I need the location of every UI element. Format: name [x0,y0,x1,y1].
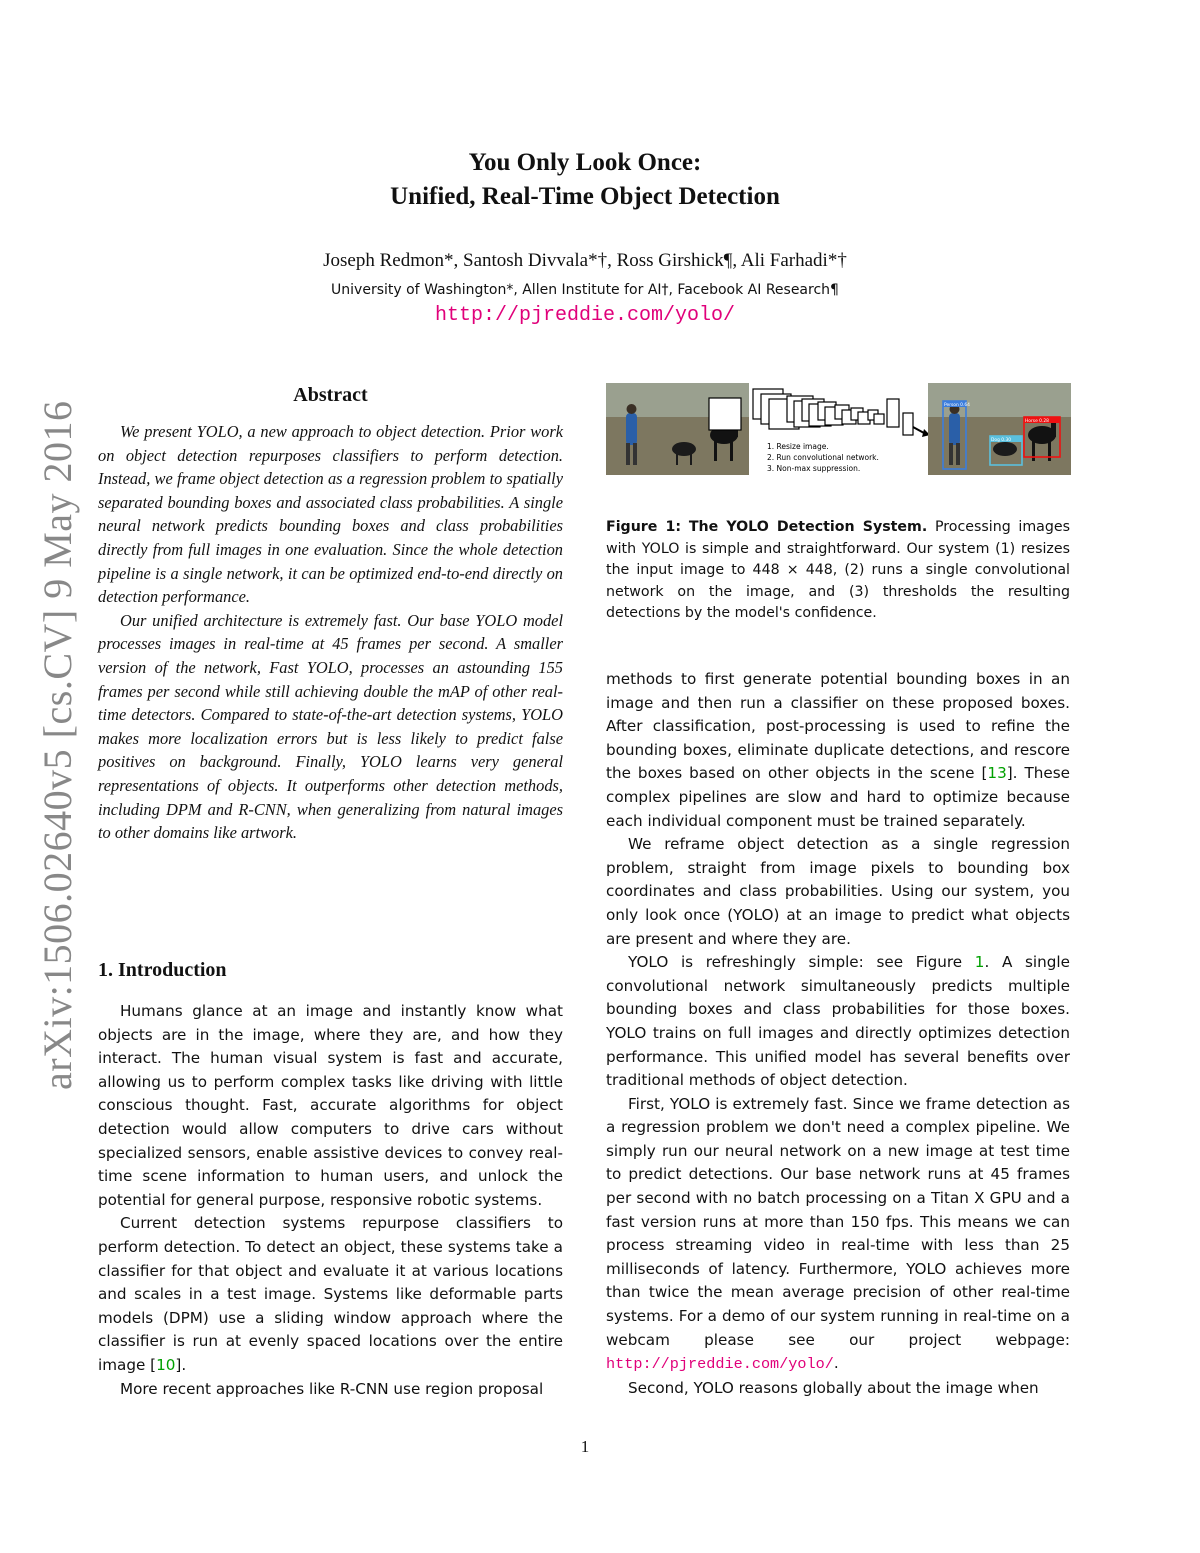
right-paragraph-1 [606,668,1070,833]
intro-paragraph-1: Humans glance at an image and instantly know what objects are in the image, where they are, and how they interact. The human visual system is fast and accurate, allowing us to perform complex tasks like driving with little conscious thought. Fast, accurate algorithms for object detection would allow computers to drive cars without specialized sensors, enable assistive devices to convey real-time scene information to human users, and unlock the potential for general purpose, responsive robotic systems. [98,1002,563,1209]
affiliation-list: University of Washington*, Allen Institute for AI†, Facebook AI Research¶ [331,282,839,298]
figure-reference-link[interactable]: 1 [974,953,985,972]
horse-label: Horse 0.28 [1025,419,1049,424]
caption-title: The YOLO Detection System. [688,519,928,535]
title-line-1: You Only Look Once: [468,149,702,176]
right-paragraph-4-text: First, YOLO is extremely fast. Since we frame detection as a regression problem we don't need a complex pipeline. We simply run our neural network on a new image at test time to predict detections. Our base network runs at 45 frames per second with no batch processing on a Titan X GPU and a fast version runs at more than 150 fps. This means we can process streaming video in real-time with less than 25 milliseconds of latency. Furthermore, YOLO achieves more than twice the mean average precision of other real-time systems. For a demo of our system running in real-time on a webcam please see our project webpage: [606,1094,1070,1349]
right-paragraph-2: We reframe object detection as a single regression problem, straight from image pixels to bounding box coordinates and class probabilities. Using our system, you only look once (YOLO) at an image to predict what objects are present and where they are. [606,835,1070,948]
citation-link[interactable]: 10 [156,1355,176,1374]
right-paragraph-3-end: . A single convolutional network simultaneously predicts multiple bounding boxes and class probabilities for those boxes. YOLO trains on full images and directly optimizes detection performance. This unified model has several benefits over traditional methods of object detection. [606,953,1070,1090]
dog-label: Dog 0.30 [991,438,1012,443]
intro-paragraph-3: More recent approaches like R-CNN use region proposal [120,1379,544,1398]
intro-paragraph-2-text: Current detection systems repurpose classifiers to perform detection. To detect an object, these systems take a classifier for that object and evaluate it at various locations and scales in a test image. Systems like deformable parts models (DPM) use a sliding window approach where the classifier is run at evenly spaced locations over the entire image [ [98,1214,563,1374]
paper-title [0,146,1170,214]
right-paragraph-4 [606,1093,1070,1377]
yolo-detection-figure [606,383,1071,483]
right-paragraph-5: Second, YOLO reasons globally about the image when [628,1378,1039,1397]
figure-1-caption [606,517,1070,625]
right-column-body [606,668,1070,1400]
title-line-2: Unified, Real-Time Object Detection [390,183,780,210]
abstract-paragraph-1: We present YOLO, a new approach to object detection. Prior work on object detection repurposes classifiers to perform detection. Instead, we frame object detection as a regression problem to spatially separated bounding boxes and associated class probabilities. A single neural network predicts bounding boxes and class probabilities directly from full images in one evaluation. Since the whole detection pipeline is a single network, it can be optimized end-to-end directly on detection performance. [98,422,563,607]
project-url-link[interactable]: http://pjreddie.com/yolo/ [434,304,736,327]
introduction-heading: 1. Introduction [98,959,227,981]
caption-label: Figure 1: [606,519,682,535]
caption-text: Processing images with YOLO is simple and straightforward. Our system (1) resizes the input image to 448 × 448, (2) runs a single convolutional network on the image, and (3) thresholds the resulting detections by the model's confidence. [606,519,1070,621]
output-image [928,383,1071,475]
right-paragraph-1-text: methods to first generate potential bounding boxes in an image and then run a classifier on these proposed boxes. After classification, post-processing is used to refine the bounding boxes, eliminate duplicate detections, and rescore the boxes based on other objects in the scene [ [606,670,1070,783]
page-number: 1 [580,1437,590,1456]
abstract-body [98,420,563,845]
author-list: Joseph Redmon*, Santosh Divvala*†, Ross Girshick¶, Ali Farhadi*† [323,250,847,271]
step-convnet-label: 2. Run convolutional network. [767,453,879,462]
pipeline-steps [767,442,879,473]
step-nms-label: 3. Non-max suppression. [767,464,861,473]
right-paragraph-4-end: . [833,1354,839,1373]
arxiv-identifier-stamp: arXiv:1506.02640v5 [cs.CV] 9 May 2016 [35,400,80,1090]
introduction-body [98,1000,563,1401]
intro-paragraph-2-end: ]. [175,1355,187,1374]
step-resize-label: 1. Resize image. [767,442,829,451]
right-paragraph-3 [606,951,1070,1093]
person-label: Person 0.64 [944,403,970,408]
intro-paragraph-2 [98,1212,563,1377]
citation-link[interactable]: 13 [987,764,1007,783]
abstract-heading: Abstract [293,384,368,406]
right-paragraph-3-text: YOLO is refreshingly simple: see Figure [628,953,975,972]
abstract-paragraph-2: Our unified architecture is extremely fast. Our base YOLO model processes images in real-time at 45 frames per second. A smaller version of the network, Fast YOLO, processes an astounding 155 frames per second while still achieving double the mAP of other real-time detectors. Compared to state-of-the-art detection systems, YOLO makes more localization errors but is less likely to predict false positives on background. Finally, YOLO learns very general representations of objects. It outperforms other detection methods, including DPM and R-CNN, when generalizing from natural images to other domains like artwork. [98,610,563,843]
project-webpage-link[interactable]: http://pjreddie.com/yolo/ [606,1355,834,1374]
right-paragraph-1-end: ]. These complex pipelines are slow and hard to optimize because each individual component must be trained separately. [606,764,1070,830]
